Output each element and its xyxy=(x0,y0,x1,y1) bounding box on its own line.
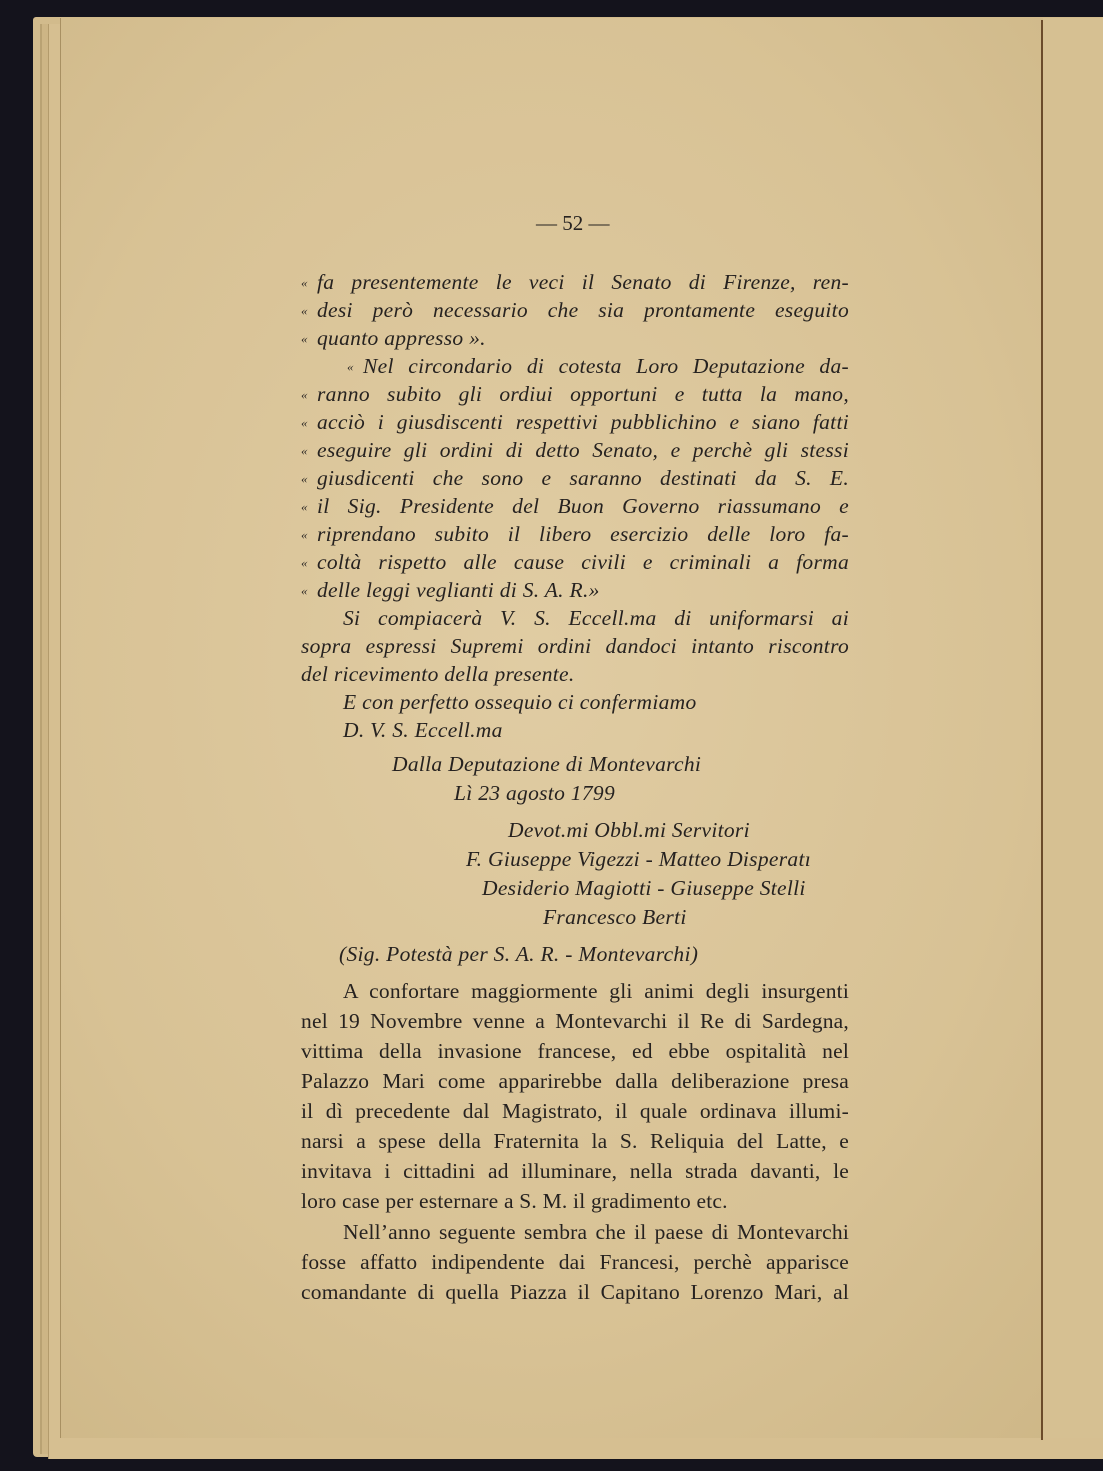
quote-line-text: riprendano subito il libero esercizio delle loro fa- xyxy=(317,522,849,546)
quote-line-text: coltà rispetto alle cause civili e criminali a forma xyxy=(317,550,849,574)
guillemet: « xyxy=(301,387,308,402)
quote-line-text: desi però necessario che sia prontamente eseguito xyxy=(317,298,849,322)
quote-line xyxy=(301,270,849,295)
paragraph-line: Nell’anno seguente sembra che il paese di Montevarchi xyxy=(343,1220,849,1244)
quote-line-text: eseguire gli ordini di detto Senato, e perchè gli stessi xyxy=(317,438,849,462)
quote-line xyxy=(301,382,849,407)
quote-line-text: quanto appresso ». xyxy=(317,326,486,350)
paragraph-line: fosse affatto indipendente dai Francesi, perchè apparisce xyxy=(301,1250,849,1274)
guillemet: « xyxy=(347,359,354,374)
paragraph-line: Palazzo Mari come apparirebbe dalla deliberazione presa xyxy=(301,1069,849,1093)
paragraph-line: loro case per esternare a S. M. il gradimento etc. xyxy=(301,1189,728,1213)
guillemet: « xyxy=(301,331,308,346)
paragraph-line: comandante di quella Piazza il Capitano Lorenzo Mari, al xyxy=(301,1280,849,1304)
guillemet: « xyxy=(301,471,308,486)
guillemet: « xyxy=(301,275,308,290)
guillemet: « xyxy=(301,415,308,430)
paragraph-line: vittima della invasione francese, ed ebbe ospitalità nel xyxy=(301,1039,849,1063)
quote-line xyxy=(301,522,849,547)
quote-line xyxy=(301,494,849,519)
closing-line: sopra espressi Supremi ordini dandoci intanto riscontro xyxy=(301,634,849,658)
closing-line: del ricevimento della presente. xyxy=(301,662,575,686)
quote-line-text: il Sig. Presidente del Buon Governo riassumano e xyxy=(317,494,849,518)
quote-line xyxy=(301,410,849,435)
signature-line: Francesco Berti xyxy=(543,905,687,929)
quote-line-text: fa presentemente le veci il Senato di Firenze, ren- xyxy=(317,270,849,294)
paragraph-line: il dì precedente dal Magistrato, il quale ordinava illumi- xyxy=(301,1099,849,1123)
quote-line-text: Nel circondario di cotesta Loro Deputazione da- xyxy=(363,354,849,378)
paragraph-line: A confortare maggiormente gli animi degli insurgenti xyxy=(343,979,849,1003)
guillemet: « xyxy=(301,583,308,598)
quote-line xyxy=(301,550,849,575)
quote-line xyxy=(301,326,849,351)
quote-line-text: giusdicenti che sono e saranno destinati da S. E. xyxy=(317,466,849,490)
paragraph-line: invitava i cittadini ad illuminare, nella strada davanti, le xyxy=(301,1159,849,1183)
quote-line xyxy=(301,438,849,463)
quote-line-text: ranno subito gli ordiui opportuni e tutta la mano, xyxy=(317,382,849,406)
signature-line: Devot.mi Obbl.mi Servitori xyxy=(508,818,750,842)
guillemet: « xyxy=(301,527,308,542)
quote-line xyxy=(301,298,849,323)
closing-line: D. V. S. Eccell.ma xyxy=(343,718,503,742)
closing-line: E con perfetto ossequio ci confermiamo xyxy=(343,690,697,714)
guillemet: « xyxy=(301,555,308,570)
facing-page xyxy=(1043,18,1103,1438)
quote-line xyxy=(301,466,849,491)
quote-line xyxy=(301,578,849,603)
quote-line-text: acciò i giusdiscenti respettivi pubblichino e siano fatti xyxy=(317,410,849,434)
paragraph-line: narsi a spese della Fraternita la S. Reliquia del Latte, e xyxy=(301,1129,849,1153)
letter-date: Lì 23 agosto 1799 xyxy=(454,781,615,805)
page-number: — 52 — xyxy=(536,211,610,235)
paragraph-line: nel 19 Novembre venne a Montevarchi il Re di Sardegna, xyxy=(301,1009,849,1033)
letter-origin: Dalla Deputazione di Montevarchi xyxy=(392,752,702,776)
guillemet: « xyxy=(301,303,308,318)
quote-line xyxy=(347,354,849,379)
closing-line: Si compiacerà V. S. Eccell.ma di uniformarsi ai xyxy=(343,606,849,630)
signature-line: F. Giuseppe Vigezzi - Matteo Disperatı xyxy=(466,847,812,871)
guillemet: « xyxy=(301,443,308,458)
guillemet: « xyxy=(301,499,308,514)
letter-addressee: (Sig. Potestà per S. A. R. - Montevarchi) xyxy=(339,942,699,966)
quote-line-text: delle leggi veglianti di S. A. R.» xyxy=(317,578,600,602)
signature-line: Desiderio Magiotti - Giuseppe Stelli xyxy=(482,876,806,900)
